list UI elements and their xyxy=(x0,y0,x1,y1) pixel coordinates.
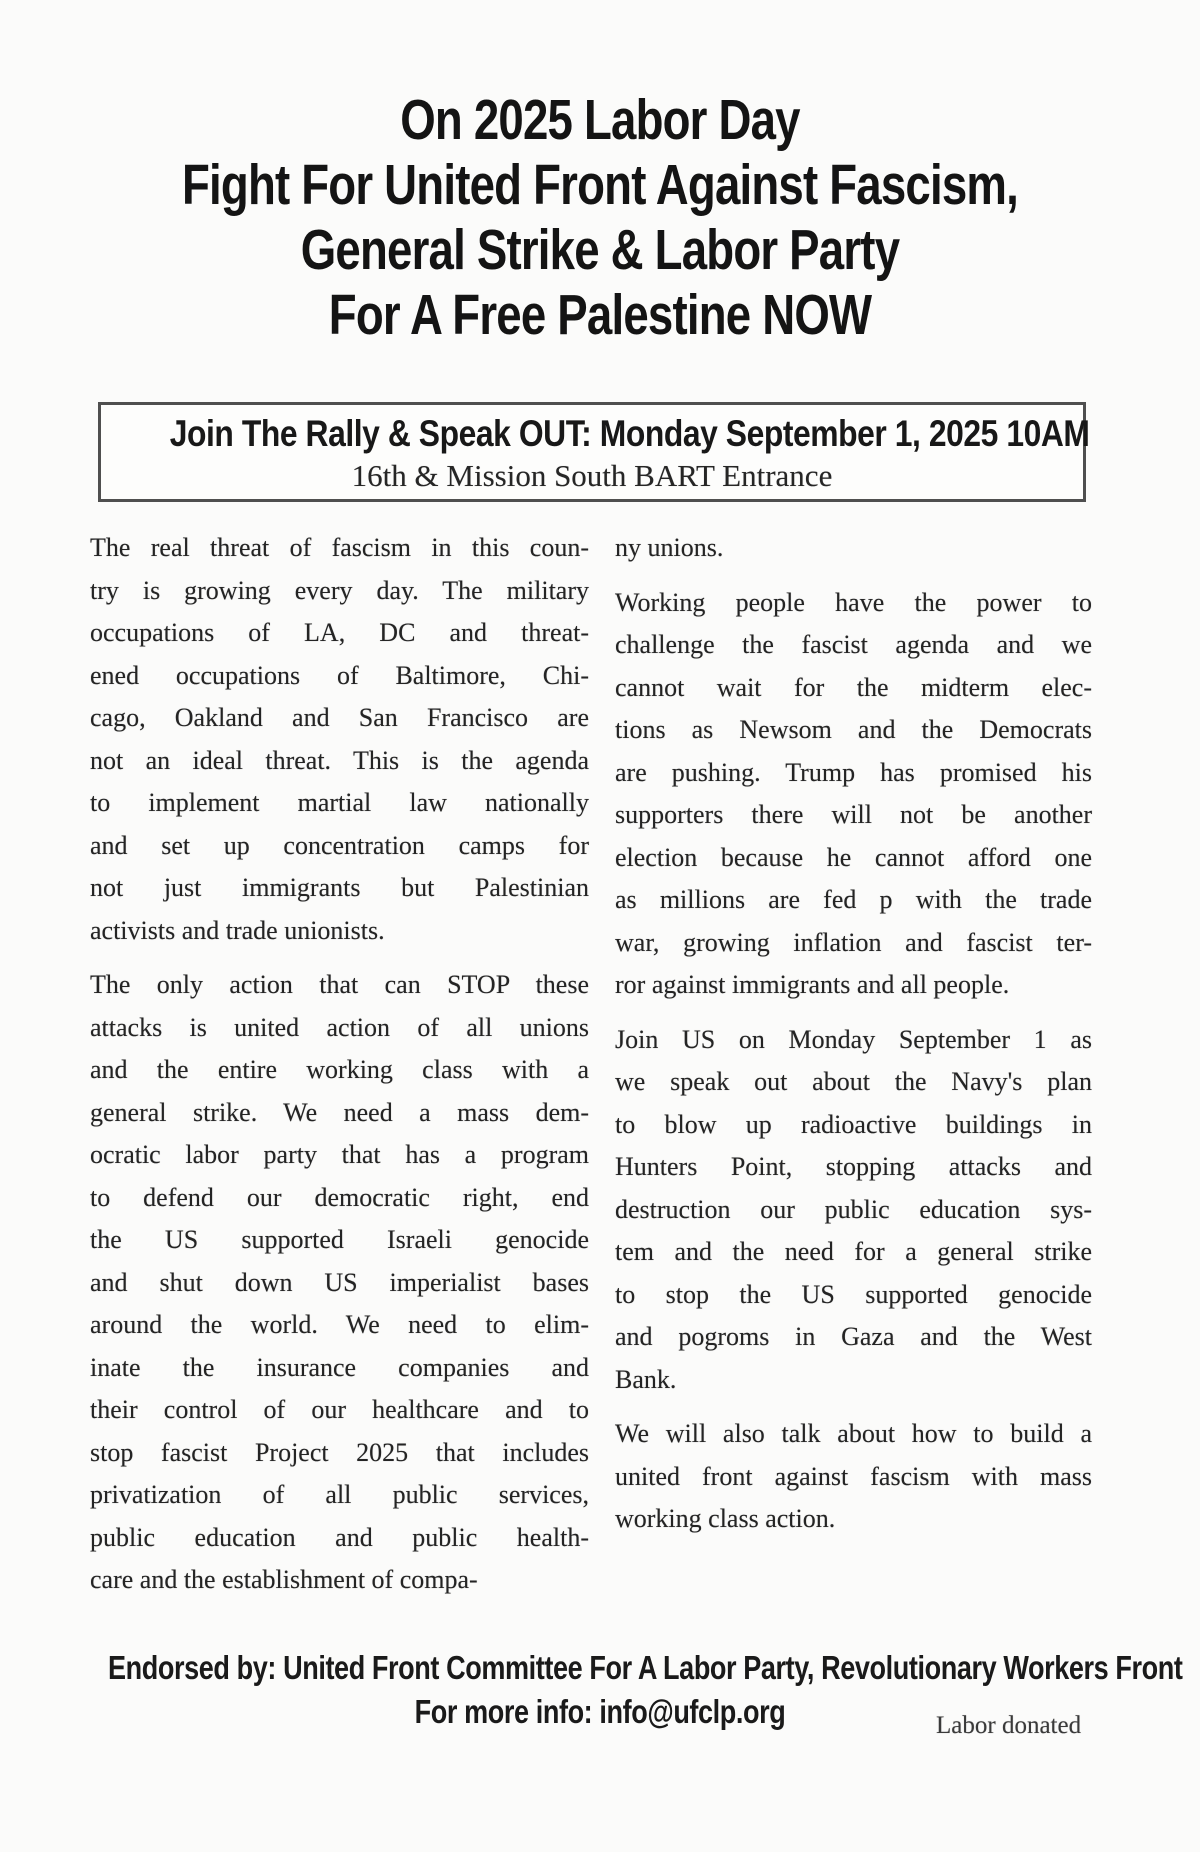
text-line: supporters there will not be another xyxy=(615,800,1092,829)
text-line: attacks is united action of all unions xyxy=(90,1012,589,1042)
text-line: not just immigrants but Palestinian xyxy=(90,873,589,902)
text-line: Working people have the power to xyxy=(615,587,1092,617)
text-line: election because he cannot afford one xyxy=(615,842,1092,872)
paragraph xyxy=(90,527,589,952)
text-line: to defend our democratic right, end xyxy=(90,1182,589,1212)
page-title-line: Fight For United Front Against Fascism, xyxy=(181,153,1019,217)
paragraph xyxy=(90,964,589,1602)
page-title-line: On 2025 Labor Day xyxy=(400,88,800,152)
text-line: We will also talk about how to build a xyxy=(615,1419,1092,1448)
text-line: war, growing inflation and fascist ter- xyxy=(615,927,1092,957)
page-title-line: General Strike & Labor Party xyxy=(300,218,900,282)
text-line: destruction our public education sys- xyxy=(615,1194,1092,1224)
text-line: are pushing. Trump has promised his xyxy=(615,757,1092,787)
text-line: inate the insurance companies and xyxy=(90,1352,589,1382)
page-title xyxy=(0,88,1200,348)
text-line: activists and trade unionists. xyxy=(90,915,385,945)
text-line: ror against immigrants and all people. xyxy=(615,970,1010,999)
text-line: ny unions. xyxy=(615,533,724,562)
endorsement-line: Endorsed by: United Front Committee For A Labor Party, Revolutionary Workers Front xyxy=(108,1649,1183,1686)
text-line: as millions are fed p with the trade xyxy=(615,885,1092,914)
text-line: ened occupations of Baltimore, Chi- xyxy=(90,660,589,690)
text-line: ocratic labor party that has a program xyxy=(90,1140,589,1169)
text-line: Join US on Monday September 1 as xyxy=(615,1024,1092,1054)
paragraph xyxy=(615,582,1092,1007)
text-line: public education and public health- xyxy=(90,1522,589,1552)
text-line: around the world. We need to elim- xyxy=(90,1310,589,1339)
text-line: cannot wait for the midterm elec- xyxy=(615,672,1092,702)
text-line: their control of our healthcare and to xyxy=(90,1395,589,1424)
text-line: to blow up radioactive buildings in xyxy=(615,1109,1092,1139)
text-line: united front against fascism with mass xyxy=(615,1461,1092,1491)
text-line: cago, Oakland and San Francisco are xyxy=(90,703,589,732)
text-line: to stop the US supported genocide xyxy=(615,1279,1092,1309)
text-line: tions as Newsom and the Democrats xyxy=(615,715,1092,744)
rally-location-line: 16th & Mission South BART Entrance xyxy=(351,458,833,493)
text-line: challenge the fascist agenda and we xyxy=(615,630,1092,659)
text-line: The real threat of fascism in this coun- xyxy=(90,533,589,562)
text-line: and set up concentration camps for xyxy=(90,830,589,860)
paragraph xyxy=(615,527,1092,570)
paragraph xyxy=(615,1413,1092,1541)
text-line: not an ideal threat. This is the agenda xyxy=(90,745,589,775)
text-line: Bank. xyxy=(615,1364,677,1394)
rally-datetime-line: Join The Rally & Speak OUT: Monday September 1, 2025 10AM xyxy=(169,413,1090,454)
text-line: we speak out about the Navy's plan xyxy=(615,1067,1092,1096)
text-line: and shut down US imperialist bases xyxy=(90,1267,589,1297)
right-column xyxy=(615,527,1092,1614)
page-title-line: For A Free Palestine NOW xyxy=(328,283,872,347)
contact-info-line: For more info: info@ufclp.org xyxy=(414,1693,786,1730)
text-line: tem and the need for a general strike xyxy=(615,1237,1092,1266)
paragraph xyxy=(615,1019,1092,1402)
text-line: general strike. We need a mass dem- xyxy=(90,1097,589,1127)
labor-donated-note: Labor donated xyxy=(936,1712,1082,1739)
text-line: occupations of LA, DC and threat- xyxy=(90,618,589,647)
text-line: and the entire working class with a xyxy=(90,1055,589,1084)
text-line: working class action. xyxy=(615,1504,836,1533)
text-line: try is growing every day. The military xyxy=(90,575,589,605)
text-line: Hunters Point, stopping attacks and xyxy=(615,1152,1092,1181)
text-line: and pogroms in Gaza and the West xyxy=(615,1322,1092,1351)
text-line: stop fascist Project 2025 that includes xyxy=(90,1437,589,1467)
left-column xyxy=(90,527,589,1614)
text-line: privatization of all public services, xyxy=(90,1480,589,1509)
rally-announcement-box xyxy=(98,402,1090,502)
text-line: The only action that can STOP these xyxy=(90,970,589,999)
text-line: the US supported Israeli genocide xyxy=(90,1225,589,1254)
text-line: care and the establishment of compa- xyxy=(90,1565,478,1594)
text-line: to implement martial law nationally xyxy=(90,788,589,817)
body-columns xyxy=(90,527,1092,1614)
